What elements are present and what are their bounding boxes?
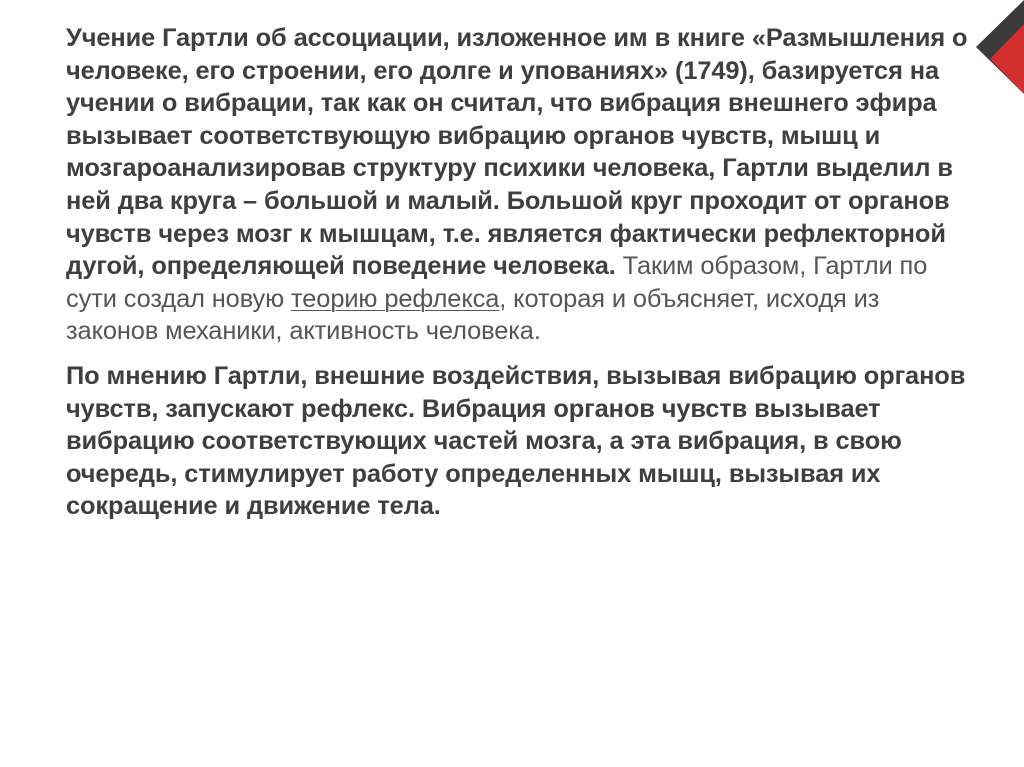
reflex-theory-link[interactable]: теорию рефлекса	[291, 284, 500, 313]
paragraph-2-bold-text: По мнению Гартли, внешние воздействия, вызывая вибрацию органов чувств, запускают рефлекс. Вибрация органов чувств вызывает вибрацию соответствующих частей мозга, а эта вибрация, в свою очередь, стимулирует работу определенных мышц, вызывая их сокращение и движение тела.	[66, 361, 966, 521]
paragraph-2	[66, 360, 972, 523]
paragraph-1	[66, 22, 972, 348]
slide-body	[66, 22, 972, 523]
paragraph-1-bold-text: Учение Гартли об ассоциации, изложенное им в книге «Размышления о человеке, его строении, его долге и упованиях» (1749), базируется на учении о вибрации, так как он считал, что вибрация внешнего эфира вызывает соответствующую вибрацию органов чувств, мышц и мозгароанализировав структуру психики человека, Гартли выделил в ней два круга – большой и малый. Большой круг проходит от органов чувств через мозг к мышцам, т.е. является фактически рефлекторной дугой, определяющей поведение человека.	[66, 24, 968, 281]
corner-chevron-decoration-icon	[976, 0, 1024, 94]
paragraph-1-normal-text: Таким образом, Гартли по сути создал новую	[66, 252, 928, 313]
paragraph-1-normal-text-end: , которая и объясняет, исходя из законов механики, активность человека.	[66, 284, 880, 346]
